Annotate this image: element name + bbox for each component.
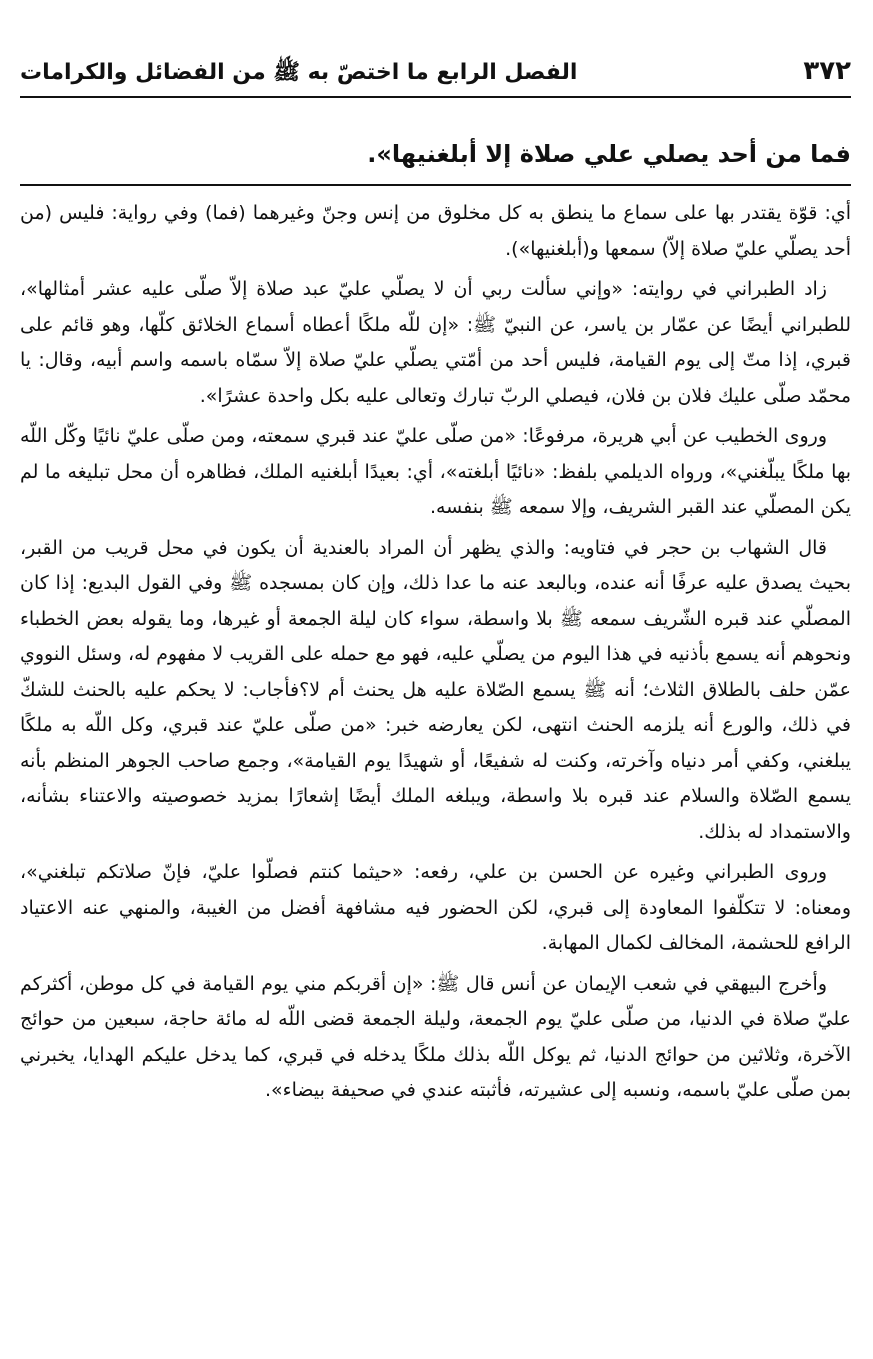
paragraph: زاد الطبراني في روايته: «وإني سألت ربي أن لا يصلّي عليّ عبد صلاة إلاّ صلّى عليه عشر أمثالها»، للطبراني أيضًا عن عمّار بن ياسر، عن النبيّ ﷺ: «إن للّه ملكًا أعطاه أسماع الخلائق كلّها، وهو قائم على قبري، إذا متّ إلى يوم القيامة، فليس أحد من أمّتي يصلّي عليّ صلاة إلاّ سمّاه باسمه واسم أبيه، وقال: يا محمّد صلّى عليك فلان بن فلان، فيصلي الربّ تبارك وتعالى عليه بكل واحدة عشرًا». bbox=[20, 278, 851, 407]
running-header bbox=[20, 52, 851, 98]
paragraph: وروى الخطيب عن أبي هريرة، مرفوعًا: «من صلّى عليّ عند قبري سمعته، ومن صلّى عليّ نائيًا وكّل اللّه بها ملكًا يبلّغني»، ورواه الديلمي بلفظ: «نائيًا أبلغته»، أي: بعيدًا أبلغنيه الملك، فظاهره أن محل تبليغه ما لم يكن المصلّي عند القبر الشريف، وإلا سمعه ﷺ بنفسه. bbox=[20, 425, 851, 518]
paragraph: وروى الطبراني وغيره عن الحسن بن علي، رفعه: «حيثما كنتم فصلّوا عليّ، فإنّ صلاتكم تبلغني»، ومعناه: لا تتكلّفوا المعاودة إلى قبري، لكن الحضور فيه مشافهة أفضل من الغيبة، والمنهي عنه الاعتياد الرافع للحشمة، المخالف لكمال المهابة. bbox=[20, 861, 851, 954]
chapter-title: الفصل الرابع ما اختصّ به ﷺ من الفضائل والكرامات bbox=[20, 60, 578, 85]
divider-line bbox=[20, 184, 851, 186]
commentary-body bbox=[20, 196, 851, 1114]
paragraph: أي: قوّة يقتدر بها على سماع ما ينطق به كل مخلوق من إنس وجنّ وغيرهما (فما) وفي رواية: فليس (من أحد يصلّي عليّ صلاة إلاّ) سمعها و(أبلغنيها»). bbox=[20, 202, 851, 260]
page-number: ٣٧٢ bbox=[803, 56, 851, 86]
paragraph: قال الشهاب بن حجر في فتاويه: والذي يظهر أن المراد بالعندية أن يكون في محل قريب من القبر، بحيث يصدق عليه عرفًا أنه عنده، وبالبعد عنه ما عدا ذلك، وإن كان بمسجده ﷺ وفي القول البديع: إذا كان المصلّي عند قبره الشّريف سمعه ﷺ بلا واسطة، سواء كان ليلة الجمعة أو غيرها، وما يقوله بعض الخطباء ونحوهم أنه يسمع بأذنيه في هذا اليوم من يصلّي عليه، فهو مع حمله على القريب لا مفهوم له، وسئل النووي عمّن حلف بالطلاق الثلاث؛ أنه ﷺ يسمع الصّلاة عليه هل يحنث أم لا؟فأجاب: لا يحكم عليه بالحنث للشكّ في ذلك، والورع أنه يلزمه الحنث انتهى، لكن يعارضه خبر: «من صلّى عليّ عند قبري، وكل اللّه به ملكًا يبلغني، وكفي أمر دنياه وآخرته، وكنت له شفيعًا، أو شهيدًا يوم القيامة»، وجمع صاحب الجوهر المنظم بأنه يسمع الصّلاة والسلام عند قبره بلا واسطة، ويبلغه الملك أيضًا إشعارًا بمزيد خصوصيته والاعتناء بشأنه، والاستمداد له بذلك. bbox=[20, 536, 851, 843]
hadith-quote: فما من أحد يصلي علي صلاة إلا أبلغنيها». bbox=[367, 140, 851, 168]
paragraph: وأخرج البيهقي في شعب الإيمان عن أنس قال ﷺ: «إن أقربكم مني يوم القيامة في كل موطن، أكثركم عليّ صلاة في الدنيا، من صلّى عليّ يوم الجمعة، وليلة الجمعة قضى اللّه له مائة حاجة، سبعين من حوائج الآخرة، وثلاثين من حوائج الدنيا، ثم يوكل اللّه بذلك ملكًا يدخله في قبري، كما يدخل عليكم الهدايا، يخبرني بمن صلّى عليّ باسمه، ونسبه إلى عشيرته، فأثبته عندي في صحيفة بيضاء». bbox=[20, 972, 851, 1101]
